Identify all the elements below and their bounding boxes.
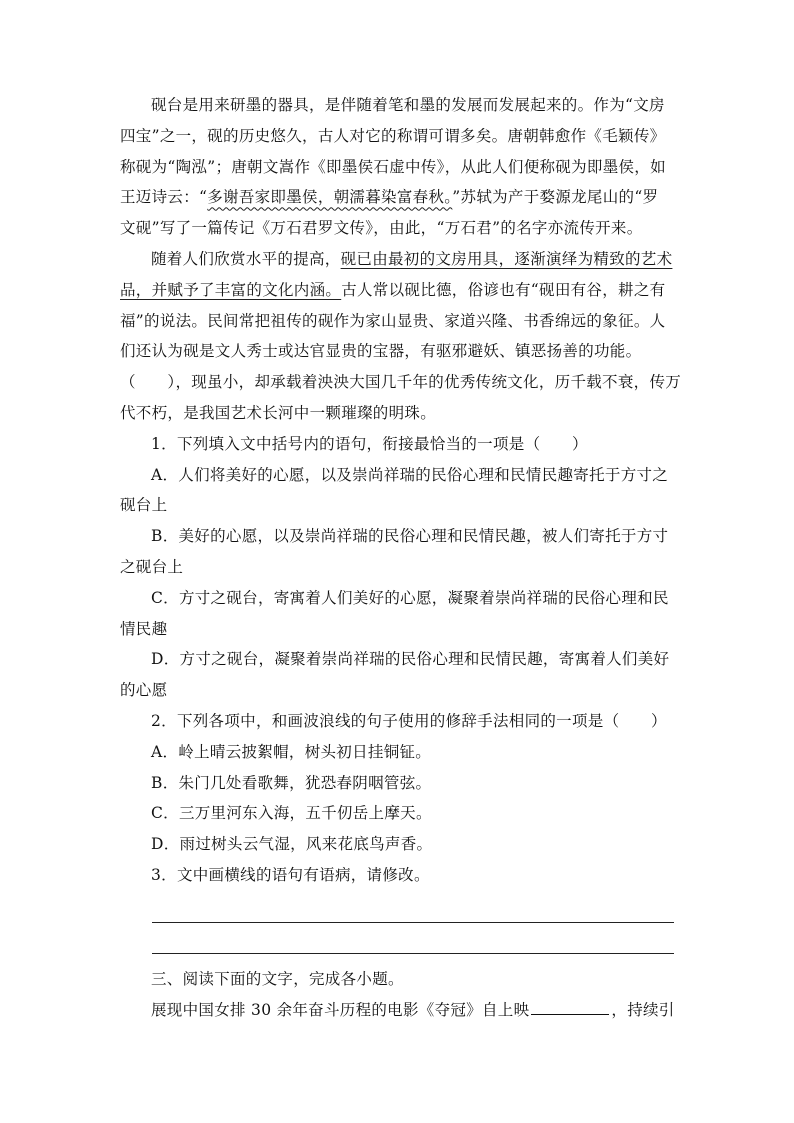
answer-line[interactable] [152, 922, 674, 923]
passage-text: 展现中国女排 30 余年奋斗历程的电影《夺冠》自上映 [151, 1000, 530, 1019]
fill-blank[interactable] [531, 1000, 609, 1015]
passage-line: 砚台是用来研墨的器具，是伴随着笔和墨的发展而发展起来的。作为“文房 [151, 96, 665, 114]
passage-text: 随着人们欣赏水平的提高， [151, 249, 341, 268]
q1-option-c: C．方寸之砚台，寄寓着人们美好的心愿，凝聚着崇尚祥瑞的民俗心理和民 [151, 588, 669, 607]
passage-line: 文砚”写了一篇传记《万石君罗文传》，由此，“万石君”的名字亦流传开来。 [120, 219, 643, 238]
passage-line: 代不朽，是我国艺术长河中一颗璀璨的明珠。 [120, 403, 437, 422]
q1-option-d-cont: 的心愿 [120, 681, 168, 700]
passage-text: ”苏轼为产于婺源龙尾山的“罗 [452, 188, 659, 207]
passage-line: 们还认为砚是文人秀士或达官显贵的宝器，有驱邪避妖、镇恶扬善的功能。 [120, 342, 642, 361]
passage-line: 称砚为“陶泓”；唐朝文嵩作《即墨侯石虚中传》，从此人们便称砚为即墨侯，如 [120, 157, 666, 176]
underlined-sentence: 品，并赋予了丰富的文化内涵。 [120, 280, 342, 299]
passage-line [120, 244, 676, 275]
passage-line [120, 995, 676, 1026]
q1-option-c-cont: 情民趣 [120, 619, 168, 638]
passage-line: 福”的说法。民间常把祖传的砚作为家山显贵、家道兴隆、书香绵远的象征。人 [120, 311, 666, 330]
q2-option-d: D．雨过树头云气湿，风来花底鸟声香。 [151, 835, 433, 854]
q2-option-a: A．岭上晴云披絮帽，树头初日挂铜钲。 [151, 742, 432, 761]
passage-line: （ ），现虽小，却承载着泱泱大国几千年的优秀传统文化，历千载不衰，传万 [120, 373, 682, 392]
underlined-sentence: 砚已由最初的文房用具，逐渐演绎为精致的艺术 [340, 249, 673, 268]
passage-text: ，持续引 [611, 1000, 675, 1019]
section-3 [120, 964, 676, 1026]
passage-line [120, 182, 676, 213]
q1-option-a-cont: 砚台上 [120, 496, 168, 515]
answer-line[interactable] [152, 953, 674, 954]
q1-option-b-cont: 之砚台上 [120, 557, 184, 576]
q2-option-c: C．三万里河东入海，五千仞岳上摩天。 [151, 804, 432, 823]
q1-option-a: A．人们将美好的心愿，以及崇尚祥瑞的民俗心理和民情民趣寄托于方寸之 [151, 465, 669, 484]
q1-option-d: D．方寸之砚台，凝聚着崇尚祥瑞的民俗心理和民情民趣，寄寓着人们美好 [151, 650, 670, 669]
section-heading: 三、阅读下面的文字，完成各小题。 [151, 970, 404, 988]
passage-text: 古人常以砚比德，俗谚也有“砚田有谷，耕之有 [341, 280, 666, 299]
document-page [120, 90, 682, 891]
wavy-underlined-sentence: 多谢吾家即墨侯，朝濡暮染富春秋。 [207, 188, 453, 207]
q1-option-b: B．美好的心愿，以及崇尚祥瑞的民俗心理和民情民趣，被人们寄托于方寸 [151, 527, 669, 546]
question-3-stem: 3．文中画横线的语句有语病，请修改。 [151, 865, 430, 884]
passage-line: 四宝”之一，砚的历史悠久，古人对它的称谓可谓多矣。唐朝韩愈作《毛颖传》 [120, 126, 666, 145]
question-1-stem: 1．下列填入文中括号内的语句，衔接最恰当的一项是（ ） [151, 434, 588, 453]
passage-text: 王迈诗云：“ [120, 188, 208, 207]
question-2-stem: 2．下列各项中，和画波浪线的句子使用的修辞手法相同的一项是（ ） [151, 711, 667, 730]
q2-option-b: B．朱门几处看歌舞，犹恐春阴咽管弦。 [151, 773, 432, 792]
passage-line [120, 275, 676, 306]
